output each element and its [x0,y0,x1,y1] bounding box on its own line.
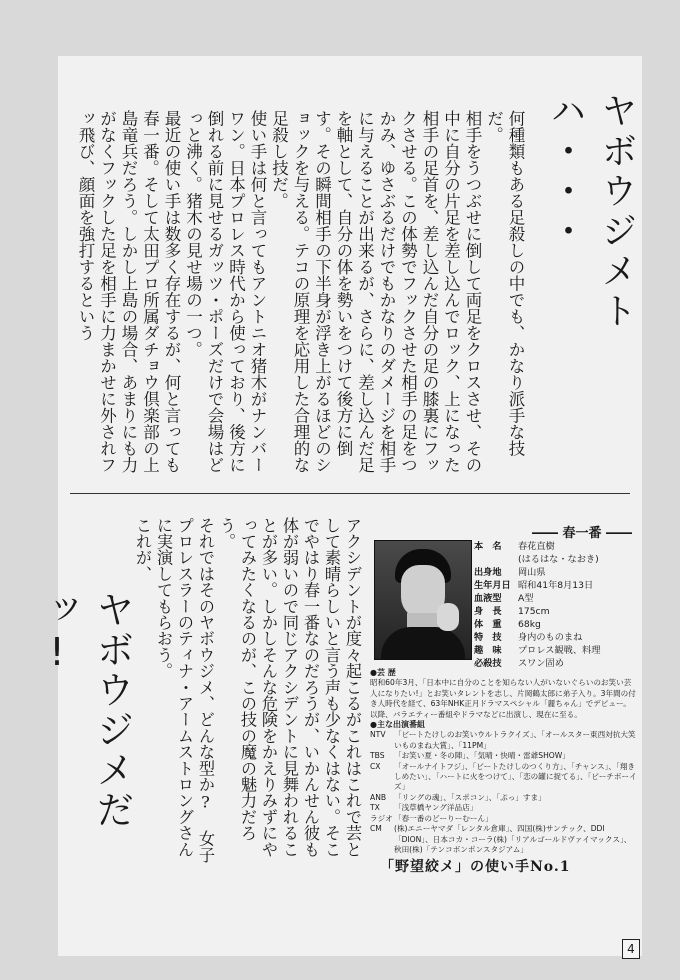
profile-table [474,540,638,670]
paragraph: 最近の使い手は数多く存在するが、何と言っても春一番。そして太田プロ所属ダチョウ倶楽部の上島竜兵だろう。しかし上島の場合、あまりにも力がなくフックした足を相手に力まかせに外されフッ飛び、顔面を強打するという [76,110,181,473]
show-row: NTV 「ビートたけしのお笑いウルトラクイズ」、「オールスター東西対抗大笑いものまね大賞」、「11PM」 [370,730,636,750]
show-row: TX 「浅草橋ヤング洋品店」 [370,803,478,813]
closing-headline: ヤボウジメだッ! [35,590,134,830]
shows-heading: ●主な出演番組 [370,720,425,730]
photo-caption: 「野望絞メ」の使い手No.1 [380,859,571,875]
paragraph: それではそのヤボウジメ、どんな型か? 女子プロレスラーのティナ・アームストロングさんに実演してもらおう。 [154,517,215,863]
show-row: ラジオ 「春一番のどーりーむーん」 [370,813,493,823]
profile-row: 趣 味 プロレス観戦、料理 [474,645,601,656]
paragraph: アクシデントが度々起こるがこれはこれで芸として素晴らしいと言う声も少なくはない。そこでやはり春一番なのだろうが、いかんせん彼も体が弱いので同じアクシデントに見舞われることが多い。しかしそんな危険をかえりみずにやってみたくなるのが、この技の魔の魅力だろう。 [217,517,362,858]
profile-header: ―― 春一番 ―― [531,526,632,541]
show-row: TBS 「お笑い夏・冬の陣」、「気晴・快晴・雷爺SHOW」 [370,751,570,761]
profile-box [370,522,638,854]
profile-row: 特 技 身内のものまね [474,632,583,643]
paragraph: 相手をうつぶせに倒して両足をクロスさせ、その中に自分の片足を差し込んでロック、上になった相手の足首を、差し込んだ自分の足の膝裏にフックさせる。この体勢でフックさせた相手の足をつかみ、ゆさぶるだけでもかなりのダメージを相手に与えることが出来るが、さらに、差し込んだ足を軸として、自分の体を勢いをつけて後方に倒す。その瞬間相手の下半身が浮き上がるほどのショックを与える。テコの原理を応用した合理的な足殺し技だ。 [269,110,482,473]
profile-row: 血液型 A型 [474,593,534,604]
paragraph: 何種類もある足殺しの中でも、かなり派手な技だ。 [484,110,525,457]
profile-history [370,668,638,855]
page-number: 4 [622,939,640,959]
paragraph: これが、 [133,517,152,582]
profile-row: (はるはな・なおき) [518,554,599,565]
body-text-top [76,110,526,480]
paragraph: 使い手は何と言ってもアントニオ猪木がナンバーワン。日本プロレス時代から使っており、後方に倒れる前に見せるガッツ・ポーズだけで会場はどっと沸く。猪木の見せ場の一つ。 [183,110,267,473]
profile-row: 必殺技 スワン固め [474,658,564,669]
profile-photo [374,540,472,660]
article-title: ヤボウジメトハ・・・ [545,92,637,332]
profile-row: 身 長 175cm [474,606,550,617]
profile-row: 生年月日 昭和41年8月13日 [474,580,594,591]
show-row: CX 「オールナイトフジ」、「ビートたけしのつくり方」、「チャンス」、「翔きしめたい」、「ハートに火をつけて」、「恋の罐に捉てる」、「ビーチボーイズ」 [370,761,637,792]
history-heading: ●芸 歴 [370,668,396,677]
profile-row: 本 名 春花直樹 [474,541,555,552]
profile-row: 出身地 岡山県 [474,567,546,578]
show-row: ANB 「リングの魂」、「スポコン」、「ぷっ」すま」 [370,792,546,802]
show-row: CM (株)エニーヤマダ「レンタル倉庫」、四国(株)サンテック、DDI「DION」、日本コカ・コーラ(株)「リアルゴールドヴァイマックス」、秋田(株)「テンコボンポンスタジアム」 [370,824,632,854]
history-text: 昭和60年3月、「日本中に自分のことを知らない人がいないぐらいのお笑い芸人になりたい!」とお笑いタレントを志し、片岡鶴太郎に弟子入り。3年間の付き人時代を経て、63年NHK正月ドラマスペシャル「麗ちゃん」でデビュー。以降、バラエティー番組やドラマなどに出演し、現在に至る。 [370,678,636,719]
profile-row: 体 重 68kg [474,619,541,630]
body-text-bottom [133,517,363,867]
section-divider [70,493,630,494]
